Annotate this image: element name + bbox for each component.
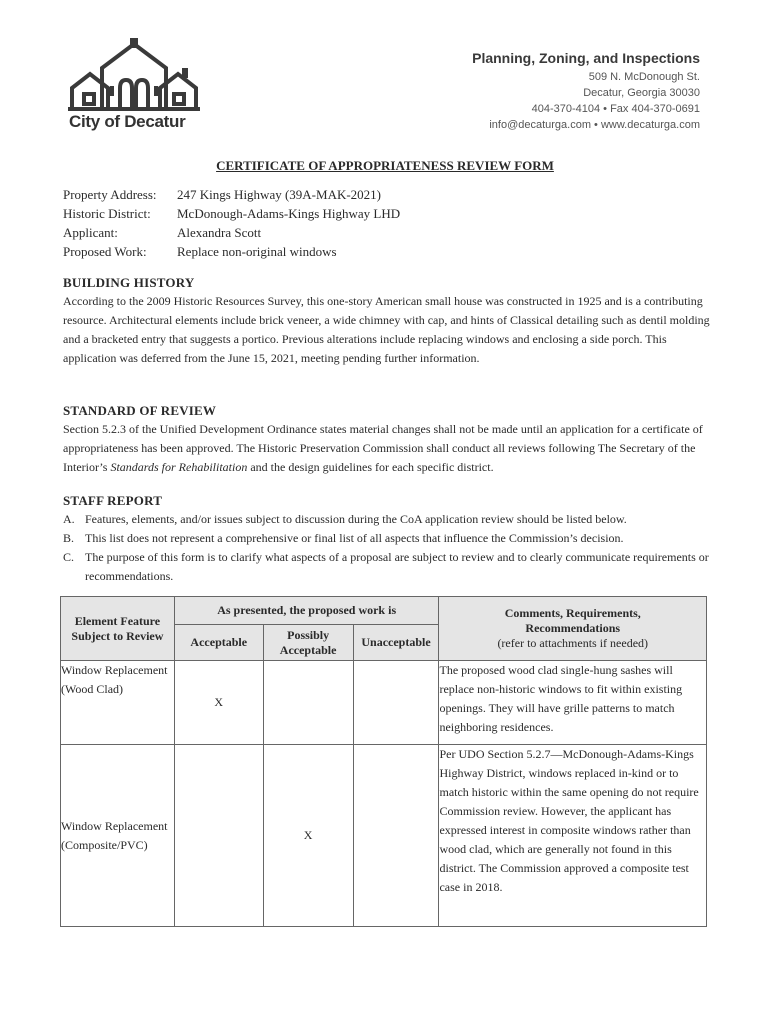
info-label: Applicant:	[63, 225, 118, 240]
feature-cell: Window Replacement (Composite/PVC)	[61, 745, 175, 927]
standard-of-review-heading: STANDARD OF REVIEW	[63, 403, 217, 418]
unacceptable-cell	[353, 745, 439, 927]
possibly-cell: X	[263, 745, 353, 927]
info-row	[63, 223, 400, 242]
staff-report-heading: STAFF REPORT	[63, 493, 163, 508]
table-row	[61, 661, 707, 745]
info-value: Replace non-original windows	[177, 244, 337, 259]
info-row	[63, 185, 400, 204]
logo-text: City of Decatur	[69, 112, 186, 131]
phone-fax: 404-370-4104 • Fax 404-370-0691	[531, 103, 700, 115]
review-table	[60, 596, 707, 927]
comment-cell: The proposed wood clad single-hung sashes will replace non-historic windows to fit within existing openings. They will have grille patterns to match neighboring residences.	[439, 661, 707, 745]
building-history-section	[63, 274, 713, 368]
review-text-start: Section 5.2.3 of the Unified Development Ordinance states material changes shall not be made until an application for a certificate of appropriateness has been approved. The Historic Preservation Commission shall conduct all reviews following The Secretary of the Interior’s	[63, 422, 703, 474]
list-item	[63, 510, 713, 529]
header-comments	[439, 597, 707, 661]
list-item	[63, 548, 713, 586]
list-marker: B.	[63, 531, 75, 545]
header-unacceptable: Unacceptable	[353, 625, 439, 661]
list-item	[63, 529, 713, 548]
list-text: This list does not represent a comprehensive or final list of all aspects that influence the Commission’s decision.	[85, 531, 624, 545]
city-logo	[66, 38, 202, 134]
info-label: Historic District:	[63, 206, 151, 221]
info-row	[63, 204, 400, 223]
header-feature: Element Feature Subject to Review	[61, 597, 175, 661]
info-label: Proposed Work:	[63, 244, 147, 259]
header-possibly: Possibly Acceptable	[263, 625, 353, 661]
info-value: Alexandra Scott	[177, 225, 262, 240]
standard-of-review-section	[63, 402, 713, 477]
staff-report-list	[63, 510, 713, 586]
comment-cell: Per UDO Section 5.2.7—McDonough-Adams-Kings Highway District, windows replaced in-kind or to match historic within the same opening do not require Commission review. However, the applicant has expressed interest in composite windows rather than wood clad, which are generally not found in this district. The Commission approved a composite test case in 2018.	[439, 745, 707, 927]
list-text: Features, elements, and/or issues subject to discussion during the CoA application review should be listed below.	[85, 512, 627, 526]
email-web: info@decaturga.com • www.decaturga.com	[489, 119, 700, 131]
list-text: The purpose of this form is to clarify what aspects of a proposal are subject to review and to clearly communicate requirements or recommendations.	[85, 550, 709, 583]
review-text-end: and the design guidelines for each specific district.	[247, 460, 494, 474]
letterhead	[472, 50, 700, 133]
building-history-heading: BUILDING HISTORY	[63, 275, 195, 290]
list-marker: A.	[63, 512, 75, 526]
info-row	[63, 242, 400, 261]
acceptable-cell	[174, 745, 263, 927]
church-houses-icon	[66, 38, 202, 114]
standard-of-review-text	[63, 420, 713, 477]
form-title: CERTIFICATE OF APPROPRIATENESS REVIEW FORM	[216, 158, 554, 173]
property-info	[63, 185, 400, 261]
header-group: As presented, the proposed work is	[174, 597, 439, 625]
info-value: McDonough-Adams-Kings Highway LHD	[177, 206, 401, 221]
list-marker: C.	[63, 550, 75, 564]
header-acceptable: Acceptable	[174, 625, 263, 661]
header-comments-title: Comments, Requirements, Recommendations	[504, 606, 641, 635]
info-value: 247 Kings Highway (39A-MAK-2021)	[177, 187, 382, 202]
info-label: Property Address:	[63, 187, 157, 202]
acceptable-cell: X	[174, 661, 263, 745]
feature-cell: Window Replacement (Wood Clad)	[61, 661, 175, 745]
header-comments-note: (refer to attachments if needed)	[497, 636, 649, 650]
review-text-italic: Standards for Rehabilitation	[110, 460, 248, 474]
table-row	[61, 745, 707, 927]
unacceptable-cell	[353, 661, 439, 745]
department-name: Planning, Zoning, and Inspections	[472, 50, 700, 66]
city-address: Decatur, Georgia 30030	[583, 87, 700, 99]
building-history-text: According to the 2009 Historic Resources Survey, this one-story American small house was constructed in 1925 and is a contributing resource. Architectural elements include brick veneer, a wide chimney with cap, and hints of Classical detailing such as dentil molding and a bracketed entry that suggests a portico. Previous alterations include replacing windows and enclosing a side porch. This application was deferred from the June 15, 2021, meeting pending further information.	[63, 294, 710, 365]
possibly-cell	[263, 661, 353, 745]
street-address: 509 N. McDonough St.	[588, 71, 700, 83]
staff-report-section	[63, 492, 713, 586]
